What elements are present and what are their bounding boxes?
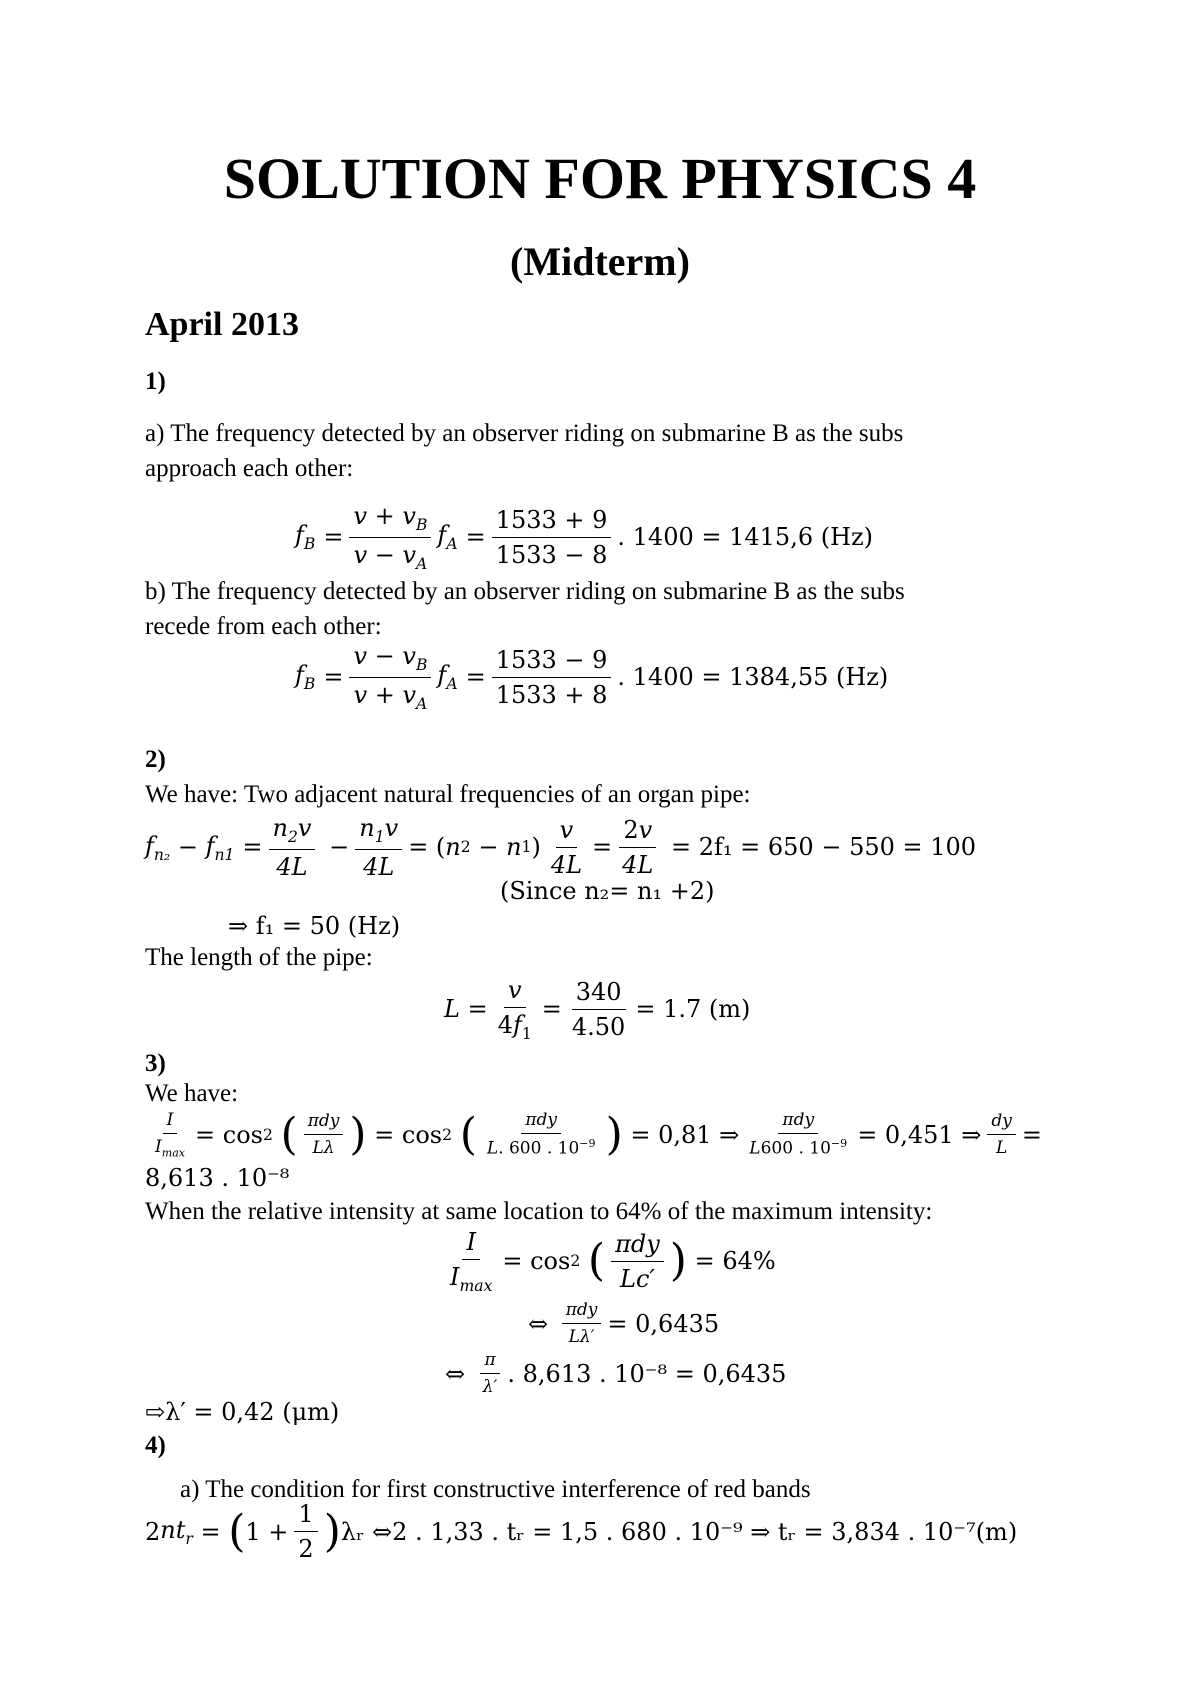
q2-equation: $f_{n_2}$ − $f_{n1}$ = $\frac{n_2v}{4L}$ − $\frac{n_1v}{4L}$ = ( n 2 − n 1 ) $\frac{v}{4L}$ = $\frac{2v}{4L}$ = 2f₁ = 650 − 550 = 100 [145, 814, 977, 881]
question-1-number: 1) [145, 368, 166, 395]
q1b-den-left: v + v [353, 680, 417, 709]
q1a-num-left: v + v [353, 502, 416, 530]
question-2-number: 2) [145, 746, 166, 773]
q4a-equation: 2 $nt_r$ = ( 1 + $\frac{1}{2}$ ) λᵣ ⇔2 . 1,33 . tᵣ = 1,5 . 680 . 10⁻⁹ ⇒ tᵣ = 3,834 . 10⁻⁷(m) [145, 1500, 1018, 1563]
q1b-num-left: v − v [353, 642, 416, 670]
page-title: SOLUTION FOR PHYSICS 4 [223, 146, 977, 211]
question-3-number: 3) [145, 1050, 166, 1077]
q3-relative-intensity-text: When the relative intensity at same location to 64% of the maximum intensity: [145, 1198, 933, 1225]
q3-lambda-result: ⇨λ′ = 0,42 (μm) [145, 1398, 340, 1426]
q1b-equation: $f_B$ = $\frac{v - v_B}{v + v_A}$ $f_A$ = $\frac{1533 - 9}{1533 + 8}$ . 1400 = 1384,55 (Hz) [295, 642, 889, 713]
q3-equation-4: ⇔ $\frac{\pi}{\lambda'}$ . 8,613 . 10⁻⁸ = 0,6435 [445, 1350, 787, 1397]
q1a-text-line1: a) The frequency detected by an observer riding on submarine B as the subs [145, 420, 904, 447]
q1a-result: . 1400 = 1415,6 (Hz) [617, 523, 874, 552]
q2-length-equation: L = $\frac{v}{4f_1}$ = $\frac{340}{4.50}$ = 1.7 (m) [444, 976, 751, 1043]
q3-equation-1: $\frac{I}{I_{max}}$ = cos 2 ( $\frac{\text{πdy}}{L\lambda}$ ) = cos 2 ( $\frac{\text{πdy}}{L. 600 . 10^{-9}}$ ) = 0,81 ⇒ $\frac{\text{πdy}}{L600 . 10^{-9}}$ = 0,451 ⇒ $\frac{dy}{L}$ = [155, 1108, 1042, 1160]
q2-length-result: = 1.7 (m) [635, 995, 751, 1024]
q1a-num-right: 1533 + 9 [492, 506, 612, 538]
q1b-den-right: 1533 + 8 [495, 680, 608, 709]
q2-equation-tail: = 2f₁ = 650 − 550 = 100 [671, 833, 977, 862]
q1b-text-line1: b) The frequency detected by an observer riding on submarine B as the subs [145, 578, 905, 605]
q2-length-num: 340 [572, 978, 626, 1010]
q3-intro: We have: [145, 1080, 239, 1107]
q1b-num-right: 1533 − 9 [492, 646, 612, 678]
q3-eq4-value: . 8,613 . 10⁻⁸ = 0,6435 [507, 1359, 787, 1388]
q1b-text-line2: recede from each other: [145, 613, 382, 640]
q1b-result: . 1400 = 1384,55 (Hz) [617, 663, 889, 692]
q1a-equation: $f_B$ = $\frac{v + v_B}{v - v_A}$ $f_A$ = $\frac{1533 + 9}{1533 - 8}$ . 1400 = 1415,6 (Hz) [295, 502, 874, 573]
q3-eq3-value: = 0,6435 [607, 1309, 720, 1338]
q3-equation-2: $\frac{I}{I_{max}}$ = cos 2 ( $\frac{\text{πdy}}{Lc'}$ ) = 64% [450, 1228, 776, 1295]
q3-eq2-result: = 64% [694, 1247, 776, 1276]
q4a-equation-tail: λᵣ ⇔2 . 1,33 . tᵣ = 1,5 . 680 . 10⁻⁹ ⇒ tᵣ = 3,834 . 10⁻⁷(m) [340, 1517, 1018, 1546]
q3-equation-3: ⇔ $\frac{\text{πdy}}{L\lambda'}$ = 0,6435 [528, 1300, 720, 1347]
q1a-den-left: v − v [353, 540, 417, 569]
q3-eq1-tail2: = 0,451 ⇒ [857, 1120, 982, 1149]
q2-length-den: 4.50 [571, 1012, 626, 1041]
q3-eq1-tail: = 0,81 ⇒ [630, 1120, 740, 1149]
q2-intro: We have: Two adjacent natural frequencies of an organ pipe: [145, 781, 751, 808]
q2-f1-result: ⇒ f₁ = 50 (Hz) [228, 912, 401, 940]
question-4-number: 4) [145, 1432, 166, 1459]
q3-eq1-result: 8,613 . 10⁻⁸ [145, 1164, 290, 1192]
exam-date: April 2013 [145, 306, 299, 343]
q1a-text-line2: approach each other: [145, 455, 354, 482]
q2-length-label: The length of the pipe: [145, 944, 373, 971]
q2-since-note: (Since n₂= n₁ +2) [500, 877, 715, 905]
q4a-text: a) The condition for first constructive interference of red bands [180, 1476, 811, 1503]
page-subtitle: (Midterm) [510, 239, 690, 284]
q1a-den-right: 1533 − 8 [495, 540, 608, 569]
